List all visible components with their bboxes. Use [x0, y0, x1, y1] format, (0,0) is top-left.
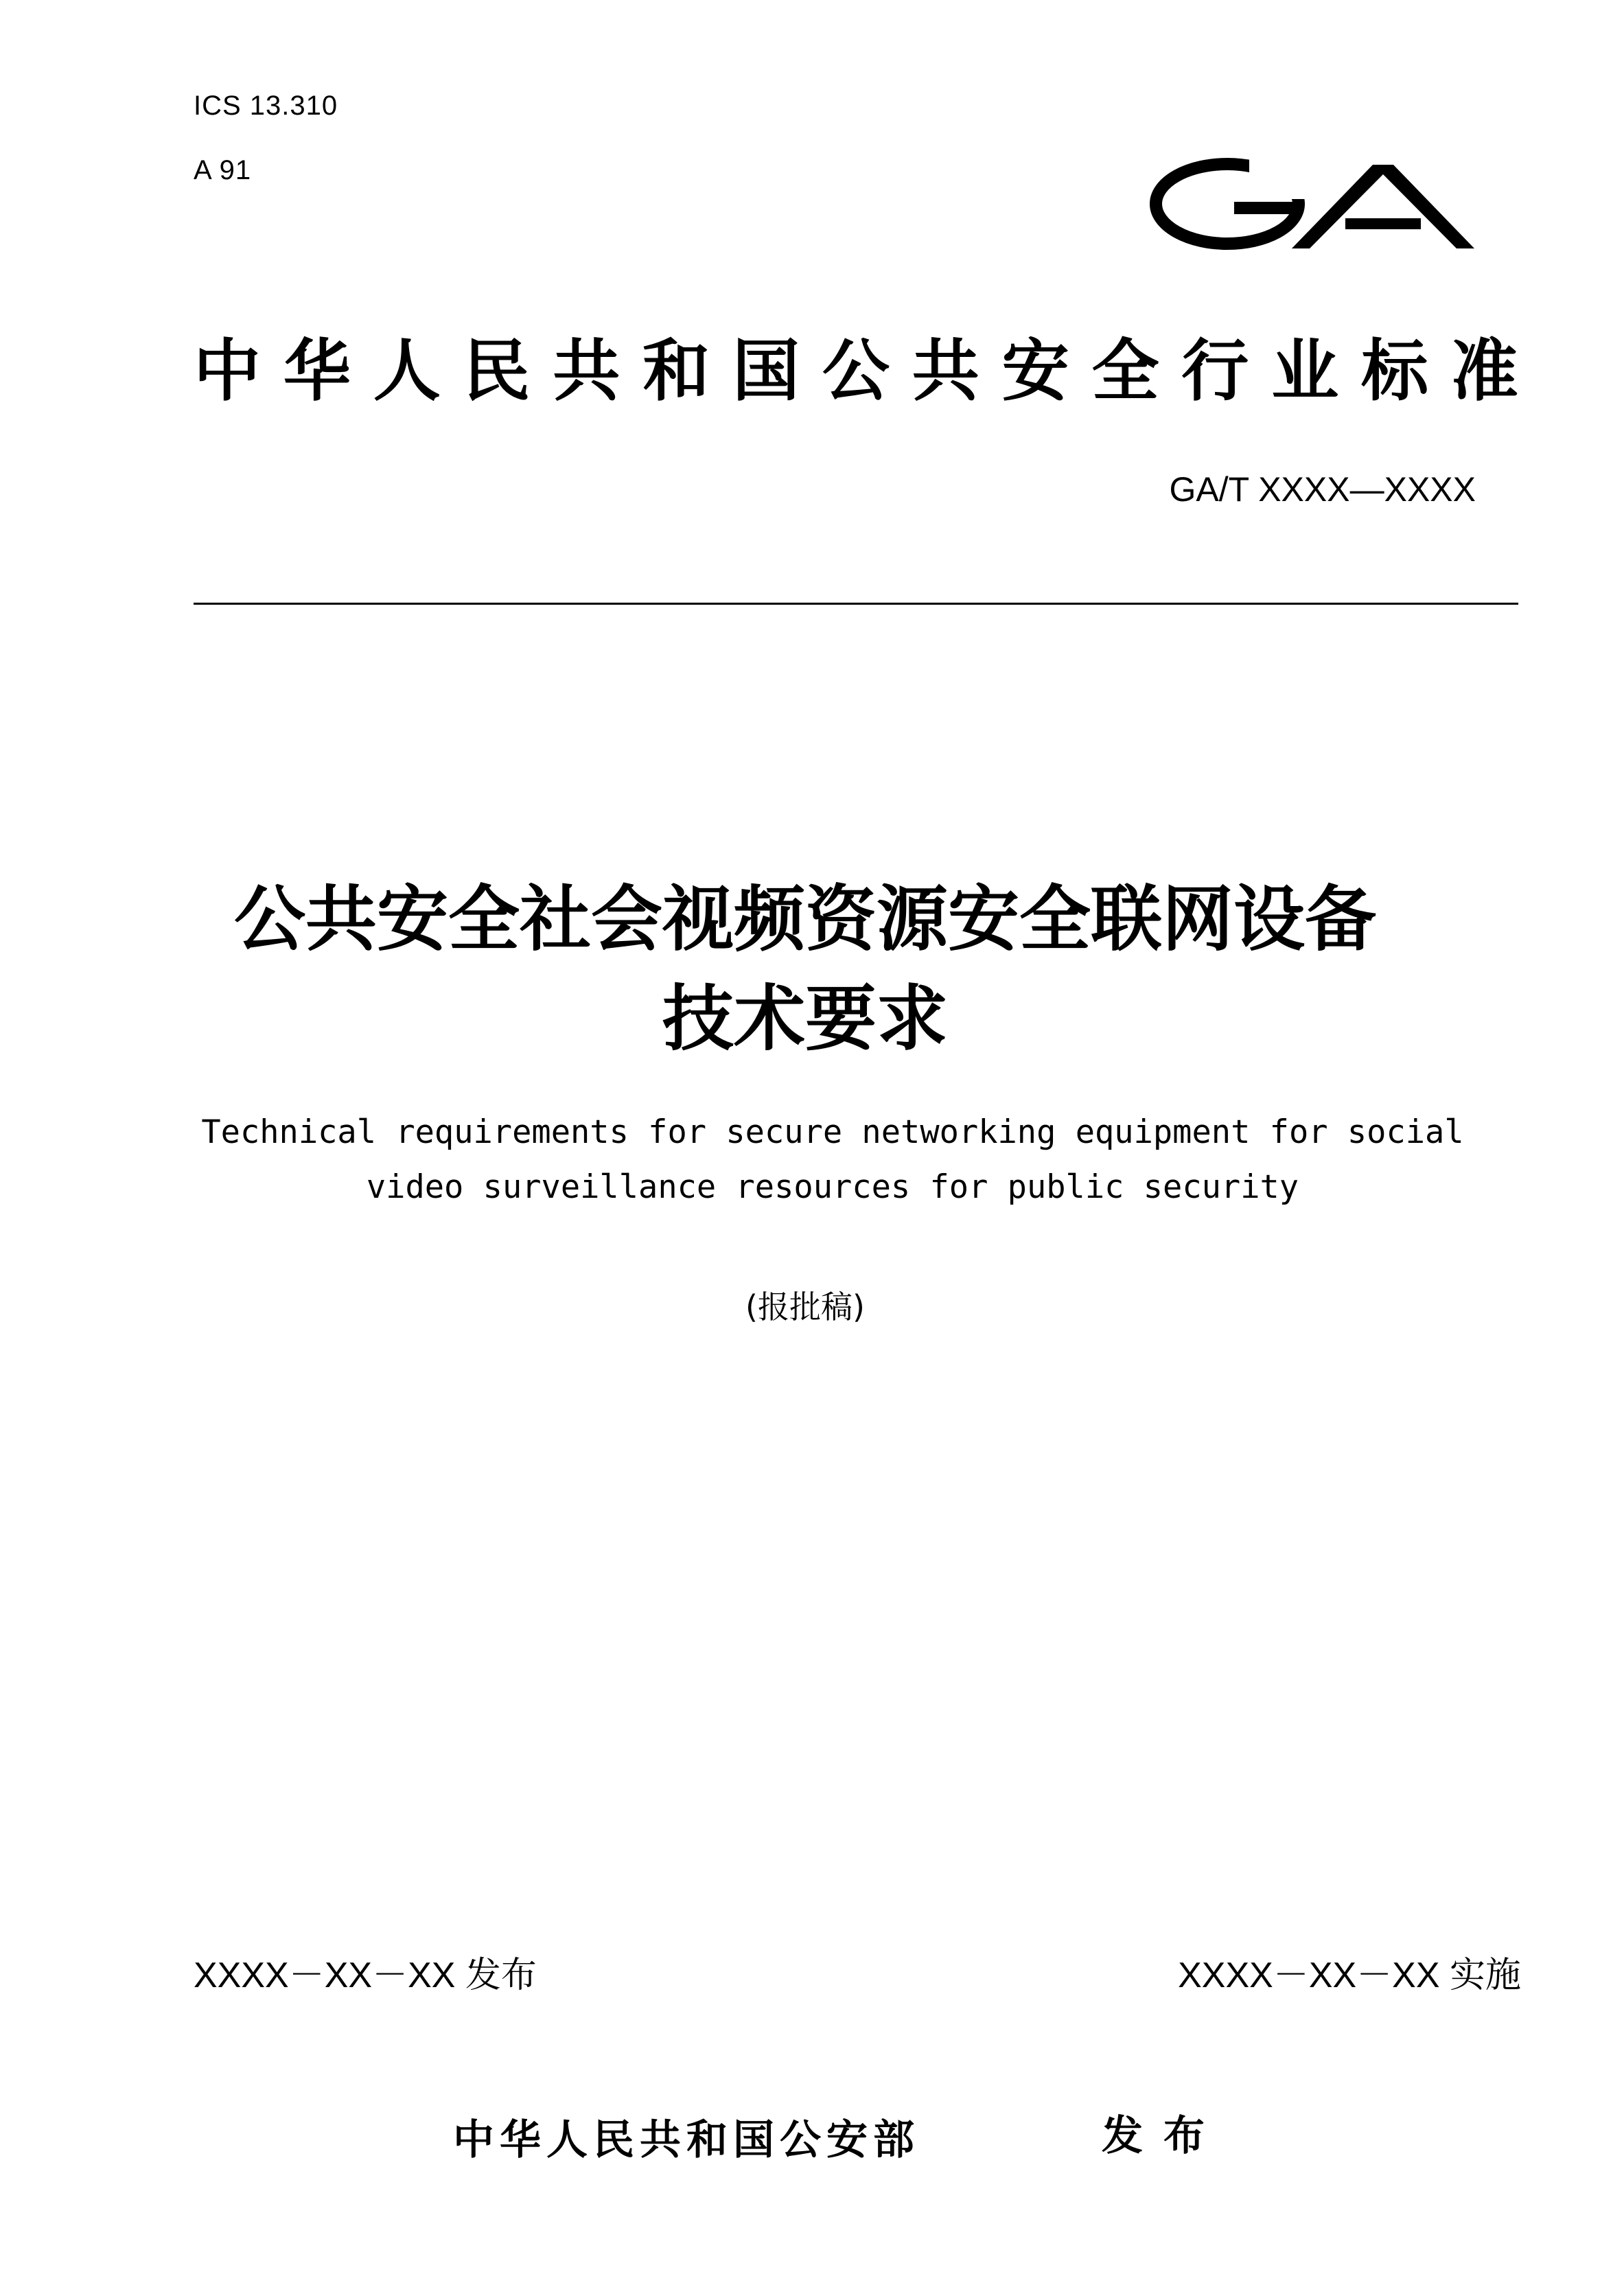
ga-logo-g-letter [1156, 152, 1311, 244]
heading-char: 业 [1271, 332, 1339, 410]
heading-char: 共 [912, 332, 979, 410]
draft-status: (报批稿) [745, 1288, 865, 1325]
heading-char: 中 [194, 332, 262, 410]
issuing-authority: 中华人民共和国公安部 [453, 2116, 920, 2164]
heading-char: 国 [732, 332, 800, 410]
issue-label: 发布 [1102, 2112, 1225, 2160]
heading-char: 公 [822, 332, 890, 410]
heading-char: 安 [1001, 332, 1069, 410]
title-en-line2: video surveillance resources for public security [366, 1168, 1299, 1206]
ga-logo [1146, 152, 1476, 255]
title-cn-line1: 公共安全社会视频资源安全联网设备 [233, 877, 1376, 961]
heading-char: 行 [1181, 332, 1249, 410]
heading-char: 人 [373, 332, 441, 410]
classification-code: A 91 [194, 155, 252, 185]
standard-category-heading [194, 317, 1518, 414]
heading-char: 和 [642, 332, 710, 410]
heading-char: 共 [553, 332, 620, 410]
heading-char: 华 [283, 332, 351, 410]
ga-logo-a-letter [1292, 165, 1474, 248]
title-cn-line2: 技术要求 [662, 977, 948, 1060]
heading-char: 民 [463, 332, 531, 410]
ics-code: ICS 13.310 [194, 91, 338, 121]
title-en-line1: Technical requirements for secure networking equipment for social [201, 1113, 1464, 1151]
heading-char: 标 [1360, 332, 1428, 410]
publish-date: XXXX－XX－XX 发布 [194, 1956, 537, 1995]
heading-char: 准 [1450, 332, 1518, 410]
standard-number: GA/T XXXX—XXXX [1169, 470, 1476, 509]
implement-date: XXXX－XX－XX 实施 [1178, 1956, 1521, 1995]
heading-char: 全 [1091, 332, 1159, 410]
header-divider [194, 603, 1518, 605]
